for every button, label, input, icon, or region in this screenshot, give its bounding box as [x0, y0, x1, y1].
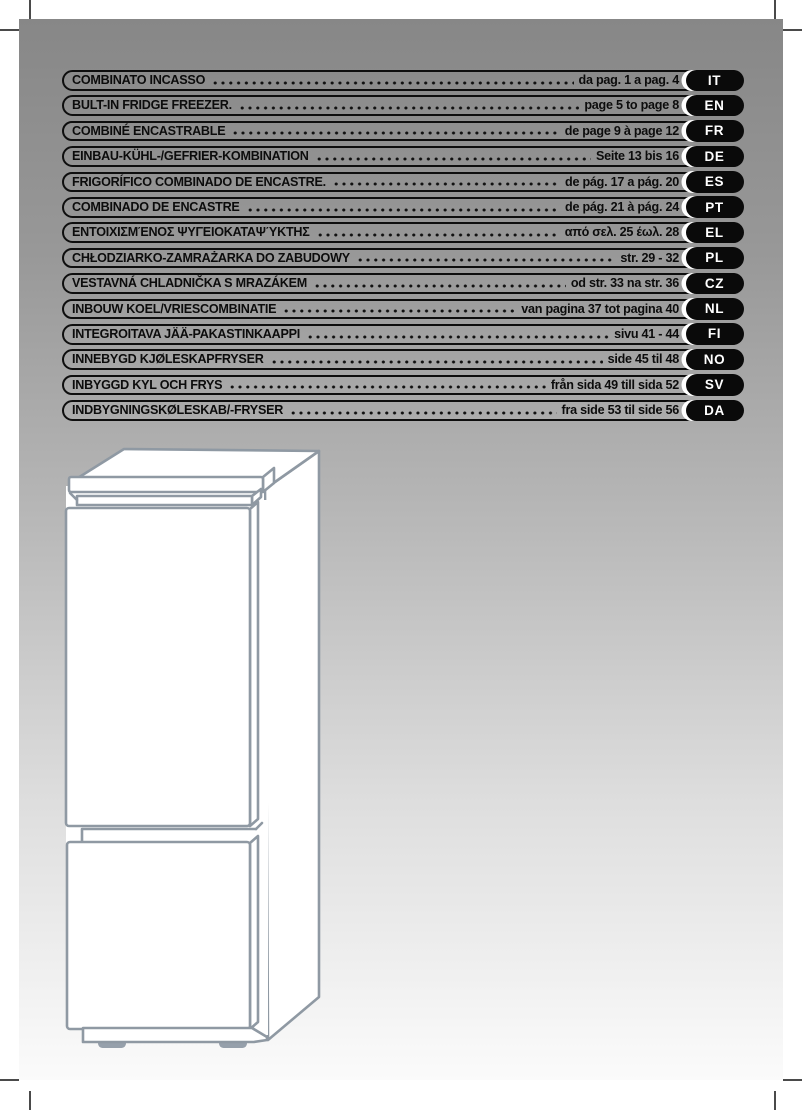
dot-leader [314, 148, 591, 165]
toc-row [62, 146, 743, 167]
toc-row-title: FRIGORÍFICO COMBINADO DE ENCASTRE. [72, 174, 326, 189]
toc-row-pages: Seite 13 bis 16 [595, 149, 679, 164]
toc-row-title: BULT-IN FRIDGE FREEZER. [72, 98, 232, 113]
dot-leader [355, 250, 616, 267]
toc-row-pages: van pagina 37 tot pagina 40 [521, 301, 679, 316]
dot-leader [230, 123, 559, 140]
toc-row-pages: de pág. 21 à pág. 24 [565, 199, 679, 214]
language-code-badge: FR [686, 120, 744, 142]
language-code-badge: PL [686, 247, 744, 269]
toc-row-pages: från sida 49 till sida 52 [550, 377, 679, 392]
fridge-freezer-illustration [55, 444, 345, 1069]
toc-row-pages: de page 9 à page 12 [564, 123, 679, 138]
toc-row [62, 197, 743, 218]
toc-row-pages: sivu 41 - 44 [614, 326, 679, 341]
toc-row-pages: str. 29 - 32 [620, 250, 679, 265]
language-contents-list [62, 70, 743, 425]
toc-row-title: INDBYGNINGSKØLESKAB/-FRYSER [72, 403, 284, 418]
toc-row [62, 222, 743, 243]
toc-row-title: COMBINADO DE ENCASTRE [72, 199, 240, 214]
fridge-lower-door [67, 842, 250, 1029]
fridge-plinth [83, 1028, 267, 1042]
dot-leader [312, 275, 566, 292]
toc-row-title: VESTAVNÁ CHLADNIČKA S MRAZÁKEM [72, 276, 308, 291]
toc-row [62, 172, 743, 193]
toc-row-title: COMBINÉ ENCASTRABLE [72, 123, 226, 138]
crop-mark [0, 29, 19, 31]
fridge-upper-door [66, 508, 250, 826]
dot-leader [237, 97, 579, 114]
language-code-badge: EL [686, 222, 744, 244]
toc-row-title: ΕΝΤΟΙΧΙΣΜΈΝΟΣ ΨΥΓΕΙΟΚΑΤΑΨΎΚΤΗΣ [72, 225, 310, 240]
crop-mark [29, 0, 31, 19]
toc-row-title: CHŁODZIARKO-ZAMRAŻARKA DO ZABUDOWY [72, 250, 350, 265]
crop-mark [29, 1091, 31, 1110]
dot-leader [315, 224, 560, 241]
dot-leader [331, 174, 560, 191]
toc-row-pages: page 5 to page 8 [584, 98, 679, 113]
language-code-badge: DA [686, 400, 744, 422]
toc-row-pages: side 45 til 48 [607, 352, 679, 367]
toc-row [62, 324, 743, 345]
toc-row [62, 121, 743, 142]
toc-row-title: INTEGROITAVA JÄÄ-PAKASTINKAAPPI [72, 326, 301, 341]
language-code-badge: DE [686, 146, 744, 168]
toc-row-title: INNEBYGD KJØLESKAPFRYSER [72, 352, 264, 367]
fridge-top-slab [69, 477, 263, 492]
toc-row [62, 349, 743, 370]
content-area [19, 19, 783, 1080]
toc-row [62, 400, 743, 421]
toc-row-pages: de pág. 17 a pág. 20 [565, 174, 679, 189]
dot-leader [288, 402, 556, 419]
toc-row-pages: fra side 53 til side 56 [561, 403, 679, 418]
crop-mark [0, 1079, 19, 1081]
language-code-badge: EN [686, 95, 744, 117]
toc-row [62, 273, 743, 294]
crop-mark [783, 29, 802, 31]
language-code-badge: NO [686, 349, 744, 371]
toc-row-pages: od str. 33 na str. 36 [570, 276, 679, 291]
toc-row [62, 70, 743, 91]
toc-row-pages: από σελ. 25 έωλ. 28 [564, 225, 679, 240]
crop-mark [774, 1091, 776, 1110]
dot-leader [227, 377, 546, 394]
toc-row-title: EINBAU-KÜHL-/GEFRIER-KOMBINATION [72, 149, 309, 164]
toc-row-pages: da pag. 1 a pag. 4 [578, 73, 679, 87]
crop-mark [774, 0, 776, 19]
toc-row-title: INBOUW KOEL/VRIESCOMBINATIE [72, 301, 277, 316]
dot-leader [305, 326, 609, 343]
dot-leader [269, 351, 603, 368]
language-code-badge: CZ [686, 273, 744, 295]
toc-row-title: COMBINATO INCASSO [72, 73, 206, 87]
language-code-badge: PT [686, 196, 744, 218]
dot-leader [210, 72, 573, 89]
crop-mark [783, 1079, 802, 1081]
language-code-badge: SV [686, 374, 744, 396]
language-code-badge: FI [686, 323, 744, 345]
toc-row [62, 375, 743, 396]
fridge-side-panel [265, 451, 319, 1040]
language-code-badge: NL [686, 298, 744, 320]
toc-row [62, 95, 743, 116]
language-code-badge: IT [686, 70, 744, 92]
toc-row [62, 248, 743, 269]
dot-leader [245, 199, 560, 216]
dot-leader [281, 301, 516, 318]
language-code-badge: ES [686, 171, 744, 193]
toc-row-title: INBYGGD KYL OCH FRYS [72, 377, 223, 392]
toc-row [62, 299, 743, 320]
